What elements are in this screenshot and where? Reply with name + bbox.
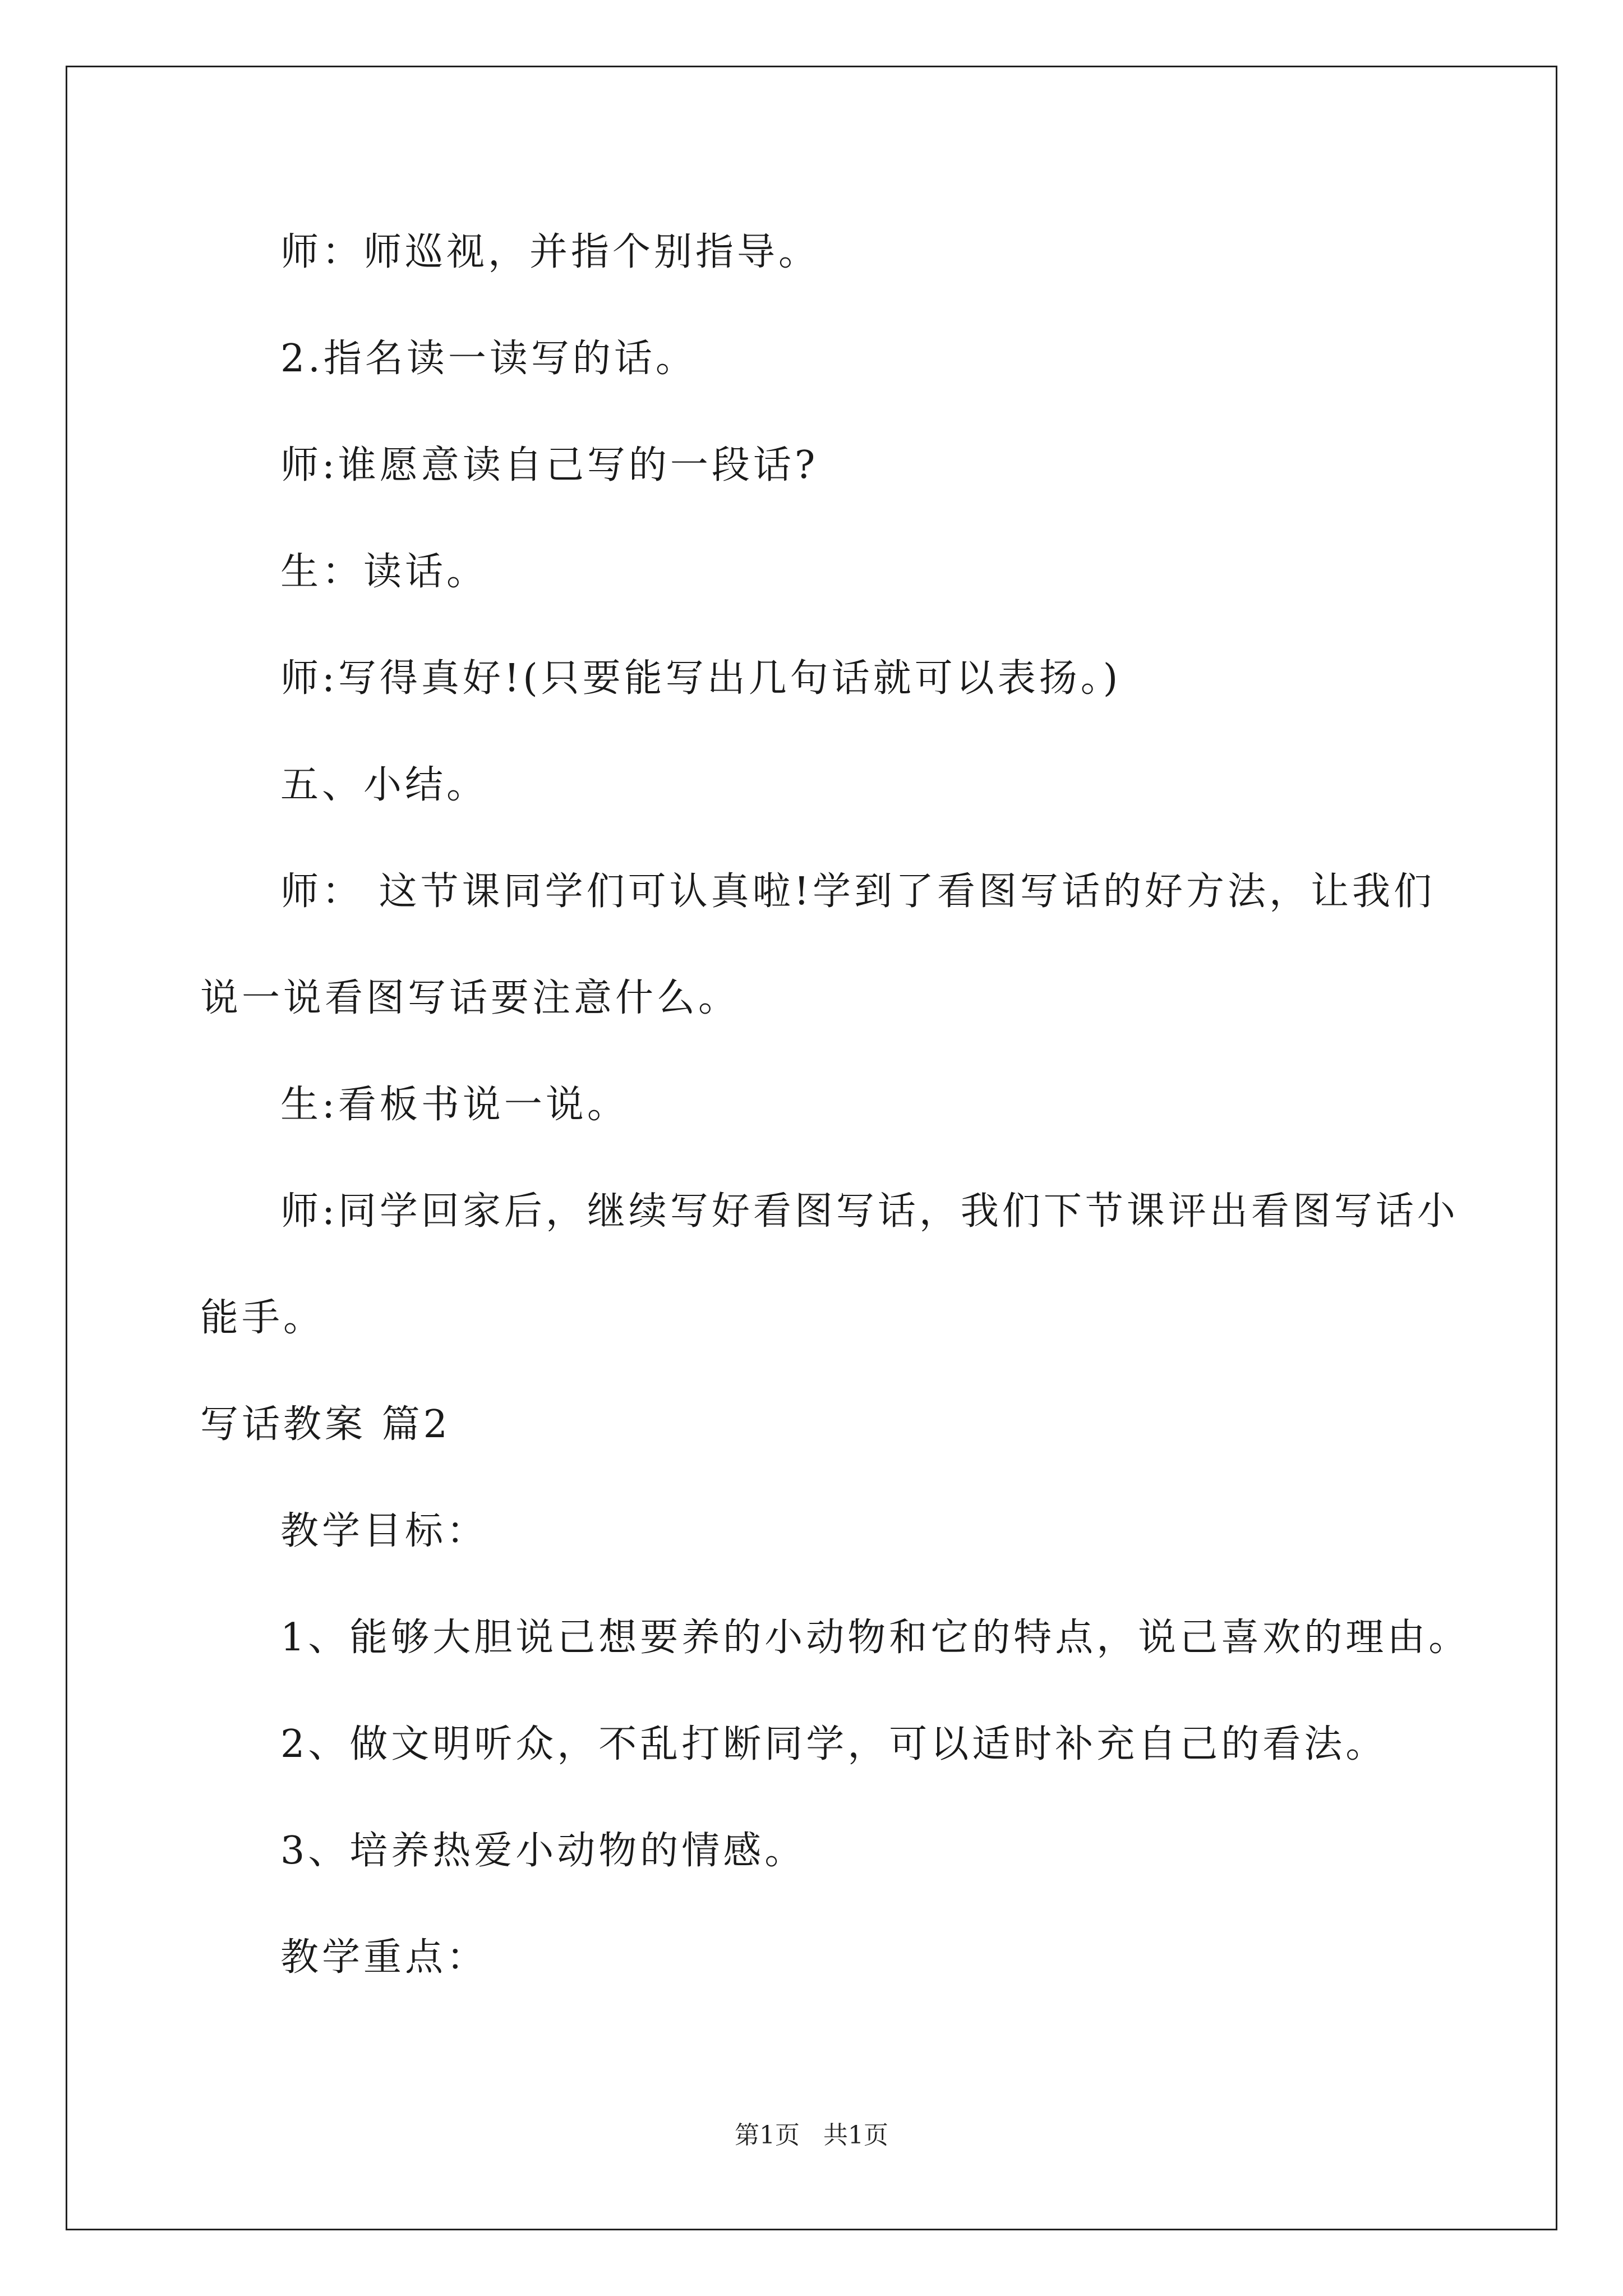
goal-item-1: 1、能够大胆说己想要养的小动物和它的特点，说己喜欢的理由。 <box>280 1616 1470 1660</box>
goal-item-2: 2、做文明听众，不乱打断同学，可以适时补充自己的看法。 <box>280 1722 1387 1766</box>
paragraph-step-2: 2.指名读一读写的话。 <box>280 337 697 381</box>
paragraph-teacher-praise: 师:写得真好!(只要能写出几句话就可以表扬。) <box>280 656 1122 701</box>
paragraph-teacher-homework-line1: 师:同学回家后，继续写好看图写话，我们下节课评出看图写话小 <box>280 1189 1459 1234</box>
section-heading-summary: 五、小结。 <box>280 763 488 807</box>
heading-teaching-goals: 教学目标： <box>280 1509 488 1553</box>
paragraph-teacher-question: 师:谁愿意读自己写的一段话? <box>280 443 819 487</box>
heading-teaching-focus: 教学重点： <box>280 1935 488 1980</box>
paragraph-student-read: 生：读话。 <box>280 550 488 594</box>
paragraph-teacher-homework-line2: 能手。 <box>200 1296 325 1340</box>
page-border <box>66 66 1557 2230</box>
page-number-footer: 第1页 共1页 <box>735 2121 888 2150</box>
section-title-lesson-2: 写话教案 篇2 <box>200 1402 451 1447</box>
goal-item-3: 3、培养热爱小动物的情感。 <box>280 1829 806 1873</box>
paragraph-teacher-patrol: 师：师巡视，并指个别指导。 <box>280 230 820 274</box>
paragraph-student-board: 生:看板书说一说。 <box>280 1083 629 1127</box>
paragraph-teacher-summary-line1: 师： 这节课同学们可认真啦!学到了看图写话的好方法，让我们 <box>280 869 1435 914</box>
paragraph-teacher-summary-line2: 说一说看图写话要注意什么。 <box>200 976 740 1020</box>
